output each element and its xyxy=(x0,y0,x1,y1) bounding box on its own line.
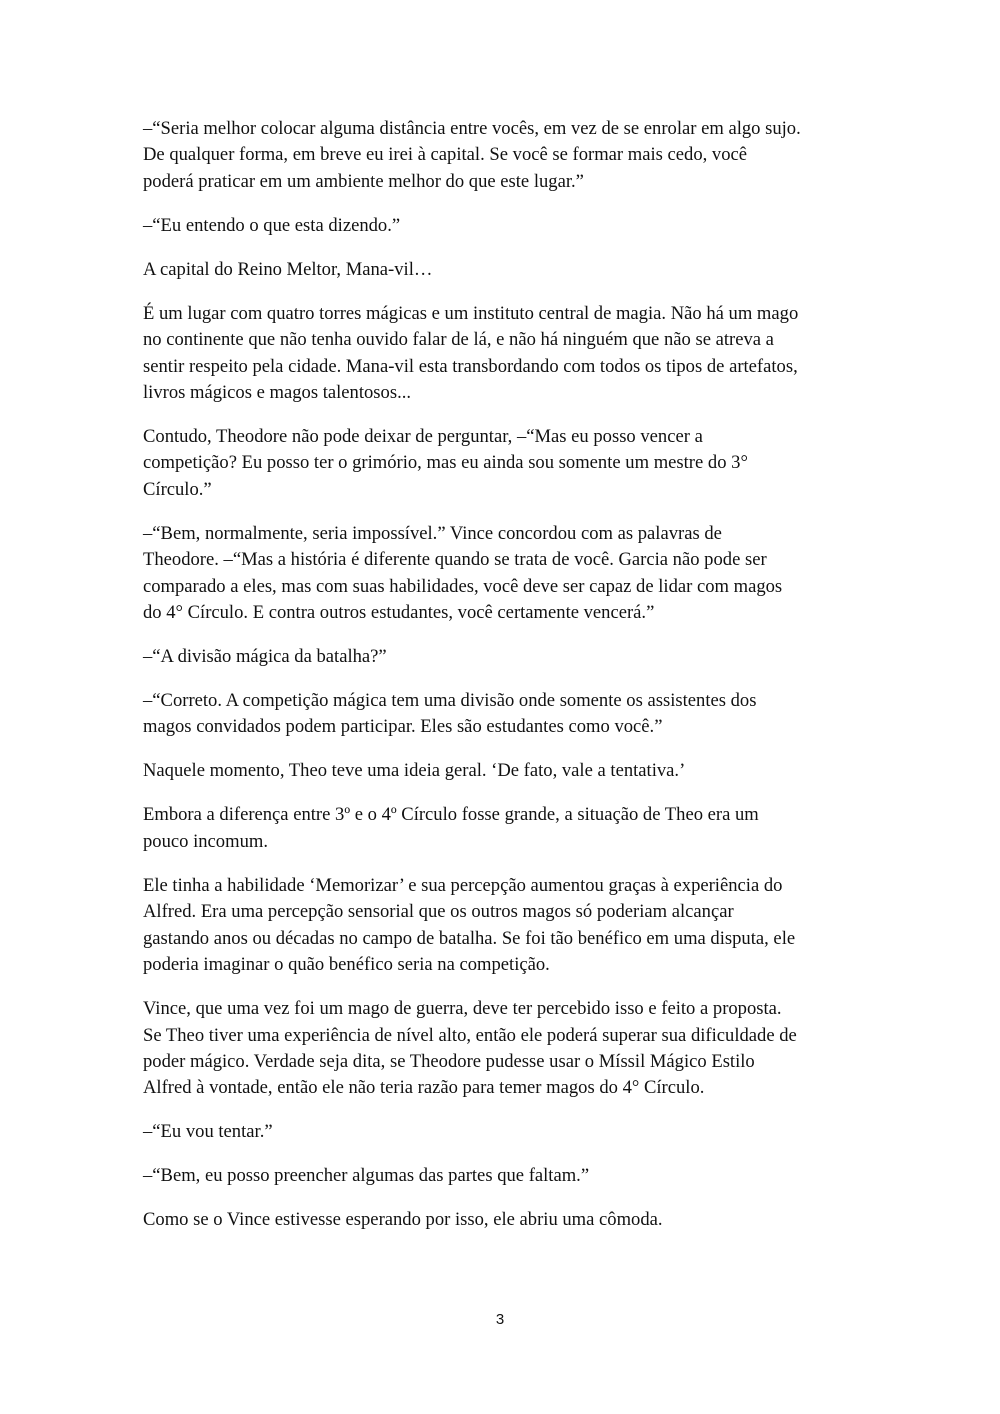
text-line: no continente que não tenha ouvido falar de lá, e não há ninguém que não se atreva a xyxy=(143,329,774,351)
paragraph xyxy=(143,521,861,627)
text-line: gastando anos ou décadas no campo de batalha. Se foi tão benéfico em uma disputa, ele xyxy=(143,927,796,949)
text-line: sentir respeito pela cidade. Mana-vil esta transbordando com todos os tipos de artefatos, xyxy=(143,355,798,377)
text-line: Alfred à vontade, então ele não teria razão para temer magos do 4° Círculo. xyxy=(143,1077,705,1099)
text-line: poderá praticar em um ambiente melhor do que este lugar.” xyxy=(143,170,584,192)
paragraph xyxy=(143,688,861,741)
paragraph xyxy=(143,802,861,855)
text-line: Naquele momento, Theo teve uma ideia geral. ‘De fato, vale a tentativa.’ xyxy=(143,760,686,782)
text-line: comparado a eles, mas com suas habilidades, você deve ser capaz de lidar com magos xyxy=(143,575,783,597)
paragraph xyxy=(143,213,861,239)
paragraph xyxy=(143,257,861,283)
text-line: Contudo, Theodore não pode deixar de perguntar, –“Mas eu posso vencer a xyxy=(143,426,703,448)
text-line: poderia imaginar o quão benéfico seria na competição. xyxy=(143,954,550,976)
text-line: –“Eu vou tentar.” xyxy=(143,1121,273,1143)
text-line: –“Eu entendo o que esta dizendo.” xyxy=(143,214,401,236)
text-line: pouco incomum. xyxy=(143,830,268,852)
text-line: –“Seria melhor colocar alguma distância entre vocês, em vez de se enrolar em algo sujo. xyxy=(143,118,801,139)
text-line: poder mágico. Verdade seja dita, se Theodore pudesse usar o Míssil Mágico Estilo xyxy=(143,1050,755,1072)
paragraph xyxy=(143,301,861,407)
text-line: Theodore. –“Mas a história é diferente quando se trata de você. Garcia não pode ser xyxy=(143,549,767,571)
text-line: Se Theo tiver uma experiência de nível alto, então ele poderá superar sua dificuldade de xyxy=(143,1024,797,1046)
paragraph xyxy=(143,873,861,979)
paragraph xyxy=(143,424,861,503)
text-line: –“Bem, eu posso preencher algumas das partes que faltam.” xyxy=(143,1165,590,1187)
body-text xyxy=(143,116,861,1251)
text-line: Vince, que uma vez foi um mago de guerra, deve ter percebido isso e feito a proposta. xyxy=(143,998,782,1020)
text-line: –“Correto. A competição mágica tem uma divisão onde somente os assistentes dos xyxy=(143,690,757,712)
text-line: Alfred. Era uma percepção sensorial que os outros magos só poderiam alcançar xyxy=(143,901,734,923)
paragraph xyxy=(143,1119,861,1145)
text-line: A capital do Reino Meltor, Mana-vil… xyxy=(143,258,433,280)
text-line: livros mágicos e magos talentosos... xyxy=(143,382,412,404)
text-line: magos convidados podem participar. Eles são estudantes como você.” xyxy=(143,716,663,738)
text-line: Embora a diferença entre 3º e o 4º Círculo fosse grande, a situação de Theo era um xyxy=(143,804,759,826)
paragraph xyxy=(143,758,861,784)
text-line: competição? Eu posso ter o grimório, mas eu ainda sou somente um mestre do 3° xyxy=(143,452,748,474)
text-line: De qualquer forma, em breve eu irei à capital. Se você se formar mais cedo, você xyxy=(143,144,748,166)
paragraph xyxy=(143,996,861,1102)
paragraph xyxy=(143,1163,861,1189)
text-line: do 4° Círculo. E contra outros estudantes, você certamente vencerá.” xyxy=(143,602,655,624)
text-line: –“Bem, normalmente, seria impossível.” Vince concordou com as palavras de xyxy=(143,522,722,544)
text-line: É um lugar com quatro torres mágicas e um instituto central de magia. Não há um mago xyxy=(143,302,799,324)
paragraph xyxy=(143,116,861,195)
paragraph xyxy=(143,644,861,670)
paragraph xyxy=(143,1207,861,1233)
text-line: Círculo.” xyxy=(143,478,212,500)
text-line: Ele tinha a habilidade ‘Memorizar’ e sua percepção aumentou graças à experiência do xyxy=(143,874,783,896)
text-line: Como se o Vince estivesse esperando por isso, ele abriu uma cômoda. xyxy=(143,1209,663,1231)
page-number: 3 xyxy=(495,1311,505,1328)
text-line: –“A divisão mágica da batalha?” xyxy=(143,646,387,668)
